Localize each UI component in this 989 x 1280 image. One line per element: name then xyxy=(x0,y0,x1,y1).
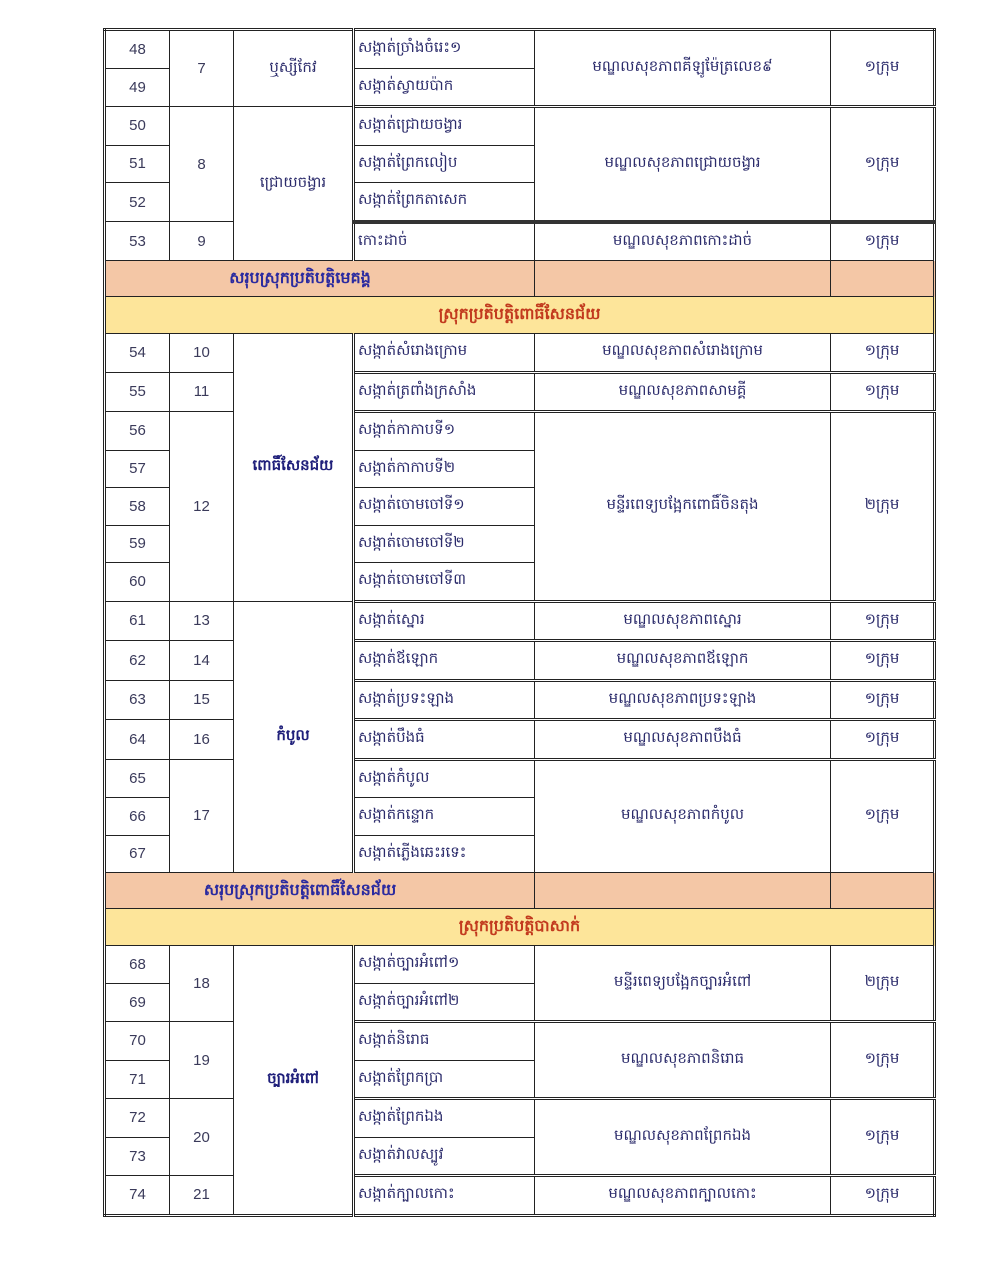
health-center-name: មណ្ឌលសុខភាពនិរោធ xyxy=(535,1022,831,1099)
district-header-row xyxy=(105,909,935,946)
commune-name: សង្កាត់និរោធ xyxy=(354,1022,535,1061)
commune-name: សង្កាត់ច្បារអំពៅ២ xyxy=(354,983,535,1022)
commune-name: សង្កាត់ច្បារអំពៅ១ xyxy=(354,946,535,984)
health-teams-table xyxy=(103,28,936,1217)
group-number: 16 xyxy=(170,720,234,760)
row-number: 64 xyxy=(105,720,170,760)
district-name: ពោធិ៍សែនជ័យ xyxy=(234,334,354,602)
commune-name: សង្កាត់ចោមចៅទី១ xyxy=(354,488,535,526)
table-row xyxy=(105,720,935,760)
table-row xyxy=(105,1022,935,1061)
district-name: ជ្រោយចង្វារ xyxy=(234,107,354,261)
row-number: 48 xyxy=(105,30,170,69)
commune-name: សង្កាត់ត្រពាំងក្រសាំង xyxy=(354,372,535,412)
health-center-name: មណ្ឌលសុខភាពស្នោរ xyxy=(535,601,831,641)
district-header-row xyxy=(105,297,935,334)
row-number: 68 xyxy=(105,946,170,984)
row-number: 49 xyxy=(105,68,170,107)
group-number: 9 xyxy=(170,222,234,261)
row-number: 69 xyxy=(105,983,170,1022)
table-row xyxy=(105,412,935,451)
commune-name: សង្កាត់ចោមចៅទី២ xyxy=(354,525,535,563)
team-count: ១ក្រុម xyxy=(831,1176,935,1216)
health-center-name: មន្ទីរពេទ្យបង្អែកច្បារអំពៅ xyxy=(535,946,831,1022)
district-name: ឬស្សីកែវ xyxy=(234,30,354,107)
team-count: ១ក្រុម xyxy=(831,1099,935,1176)
table-row xyxy=(105,601,935,641)
health-center-name: មណ្ឌលសុខភាពជ្រោយចង្វារ xyxy=(535,107,831,222)
row-number: 58 xyxy=(105,488,170,526)
health-center-name: មណ្ឌលសុខភាពកោះដាច់ xyxy=(535,222,831,261)
commune-name: សង្កាត់ស្នោរ xyxy=(354,601,535,641)
row-number: 67 xyxy=(105,835,170,873)
health-center-name: មណ្ឌលសុខភាពសំរោងក្រោម xyxy=(535,334,831,373)
commune-name: សង្កាត់ស្វាយប៉ាក xyxy=(354,68,535,107)
row-number: 66 xyxy=(105,798,170,836)
commune-name: សង្កាត់កំបូល xyxy=(354,759,535,798)
team-count: ១ក្រុម xyxy=(831,601,935,641)
health-center-name: មន្ទីរពេទ្យបង្អែកពោធិ៍ចិនតុង xyxy=(535,412,831,602)
summary-teams-cell xyxy=(831,261,935,297)
team-count: ១ក្រុម xyxy=(831,372,935,412)
table-row xyxy=(105,680,935,720)
team-count: ២ក្រុម xyxy=(831,946,935,1022)
team-count: ១ក្រុម xyxy=(831,107,935,222)
row-number: 71 xyxy=(105,1060,170,1099)
district-name: កំបូល xyxy=(234,601,354,873)
summary-center-cell xyxy=(535,261,831,297)
table-row xyxy=(105,222,935,261)
health-teams-table-sheet xyxy=(103,28,933,1217)
summary-label: សរុបស្រុកប្រតិបត្តិមេគង្គ xyxy=(105,261,535,297)
row-number: 63 xyxy=(105,680,170,720)
commune-name: សង្កាត់ព្រែកប្រា xyxy=(354,1060,535,1099)
row-number: 74 xyxy=(105,1176,170,1216)
commune-name: សង្កាត់ក្បាលកោះ xyxy=(354,1176,535,1216)
table-row xyxy=(105,946,935,984)
health-center-name: មណ្ឌលសុខភាពឪឡោក xyxy=(535,641,831,681)
team-count: ១ក្រុម xyxy=(831,30,935,107)
summary-label: សរុបស្រុកប្រតិបត្តិពោធិ៍សែនជ័យ xyxy=(105,873,535,909)
team-count: ១ក្រុម xyxy=(831,1022,935,1099)
commune-name: សង្កាត់ជ្រោយចង្វារ xyxy=(354,107,535,146)
commune-name: សង្កាត់បឹងធំ xyxy=(354,720,535,760)
team-count: ១ក្រុម xyxy=(831,680,935,720)
group-number: 8 xyxy=(170,107,234,222)
row-number: 56 xyxy=(105,412,170,451)
table-row xyxy=(105,334,935,373)
health-center-name: មណ្ឌលសុខភាពគីឡូម៉ែត្រលេខ៩ xyxy=(535,30,831,107)
row-number: 54 xyxy=(105,334,170,373)
group-number: 20 xyxy=(170,1099,234,1176)
group-number: 10 xyxy=(170,334,234,373)
commune-name: កោះដាច់ xyxy=(354,222,535,261)
row-number: 72 xyxy=(105,1099,170,1138)
row-number: 50 xyxy=(105,107,170,146)
table-row xyxy=(105,372,935,412)
row-number: 52 xyxy=(105,183,170,222)
team-count: ១ក្រុម xyxy=(831,641,935,681)
summary-row xyxy=(105,873,935,909)
table-row xyxy=(105,1176,935,1216)
district-header: ស្រុកប្រតិបត្តិពោធិ៍សែនជ័យ xyxy=(105,297,935,334)
summary-teams-cell xyxy=(831,873,935,909)
commune-name: សង្កាត់ភ្លើងឆេះរទេះ xyxy=(354,835,535,873)
health-center-name: មណ្ឌលសុខភាពព្រែកឯង xyxy=(535,1099,831,1176)
district-name: ច្បារអំពៅ xyxy=(234,946,354,1216)
commune-name: សង្កាត់ច្រាំងចំរេះ១ xyxy=(354,30,535,69)
table-row xyxy=(105,30,935,69)
group-number: 12 xyxy=(170,412,234,602)
row-number: 73 xyxy=(105,1137,170,1176)
group-number: 18 xyxy=(170,946,234,1022)
table-row xyxy=(105,1099,935,1138)
row-number: 62 xyxy=(105,641,170,681)
group-number: 14 xyxy=(170,641,234,681)
commune-name: សង្កាត់ប្រទះឡាង xyxy=(354,680,535,720)
group-number: 19 xyxy=(170,1022,234,1099)
row-number: 51 xyxy=(105,145,170,183)
commune-name: សង្កាត់ព្រែកលៀប xyxy=(354,145,535,183)
commune-name: សង្កាត់កន្ទោក xyxy=(354,798,535,836)
row-number: 70 xyxy=(105,1022,170,1061)
health-center-name: មណ្ឌលសុខភាពប្រទះឡាង xyxy=(535,680,831,720)
table-row xyxy=(105,107,935,146)
commune-name: សង្កាត់ព្រែកឯង xyxy=(354,1099,535,1138)
row-number: 55 xyxy=(105,372,170,412)
district-header: ស្រុកប្រតិបត្តិបាសាក់ xyxy=(105,909,935,946)
team-count: ២ក្រុម xyxy=(831,412,935,602)
group-number: 15 xyxy=(170,680,234,720)
commune-name: សង្កាត់វាលស្បូវ xyxy=(354,1137,535,1176)
row-number: 60 xyxy=(105,563,170,602)
row-number: 53 xyxy=(105,222,170,261)
commune-name: សង្កាត់កាកាបទី១ xyxy=(354,412,535,451)
group-number: 7 xyxy=(170,30,234,107)
commune-name: សង្កាត់ចោមចៅទី៣ xyxy=(354,563,535,602)
row-number: 57 xyxy=(105,450,170,488)
commune-name: សង្កាត់ព្រែកតាសេក xyxy=(354,183,535,222)
row-number: 61 xyxy=(105,601,170,641)
group-number: 11 xyxy=(170,372,234,412)
team-count: ១ក្រុម xyxy=(831,222,935,261)
team-count: ១ក្រុម xyxy=(831,334,935,373)
table-row xyxy=(105,641,935,681)
commune-name: សង្កាត់កាកាបទី២ xyxy=(354,450,535,488)
group-number: 17 xyxy=(170,759,234,873)
summary-center-cell xyxy=(535,873,831,909)
row-number: 59 xyxy=(105,525,170,563)
health-center-name: មណ្ឌលសុខភាពកំបូល xyxy=(535,759,831,873)
health-center-name: មណ្ឌលសុខភាពសាមគ្គី xyxy=(535,372,831,412)
health-center-name: មណ្ឌលសុខភាពក្បាលកោះ xyxy=(535,1176,831,1216)
summary-row xyxy=(105,261,935,297)
table-row xyxy=(105,759,935,798)
group-number: 13 xyxy=(170,601,234,641)
health-center-name: មណ្ឌលសុខភាពបឹងធំ xyxy=(535,720,831,760)
commune-name: សង្កាត់សំរោងក្រោម xyxy=(354,334,535,373)
commune-name: សង្កាត់ឪឡោក xyxy=(354,641,535,681)
group-number: 21 xyxy=(170,1176,234,1216)
team-count: ១ក្រុម xyxy=(831,720,935,760)
row-number: 65 xyxy=(105,759,170,798)
team-count: ១ក្រុម xyxy=(831,759,935,873)
